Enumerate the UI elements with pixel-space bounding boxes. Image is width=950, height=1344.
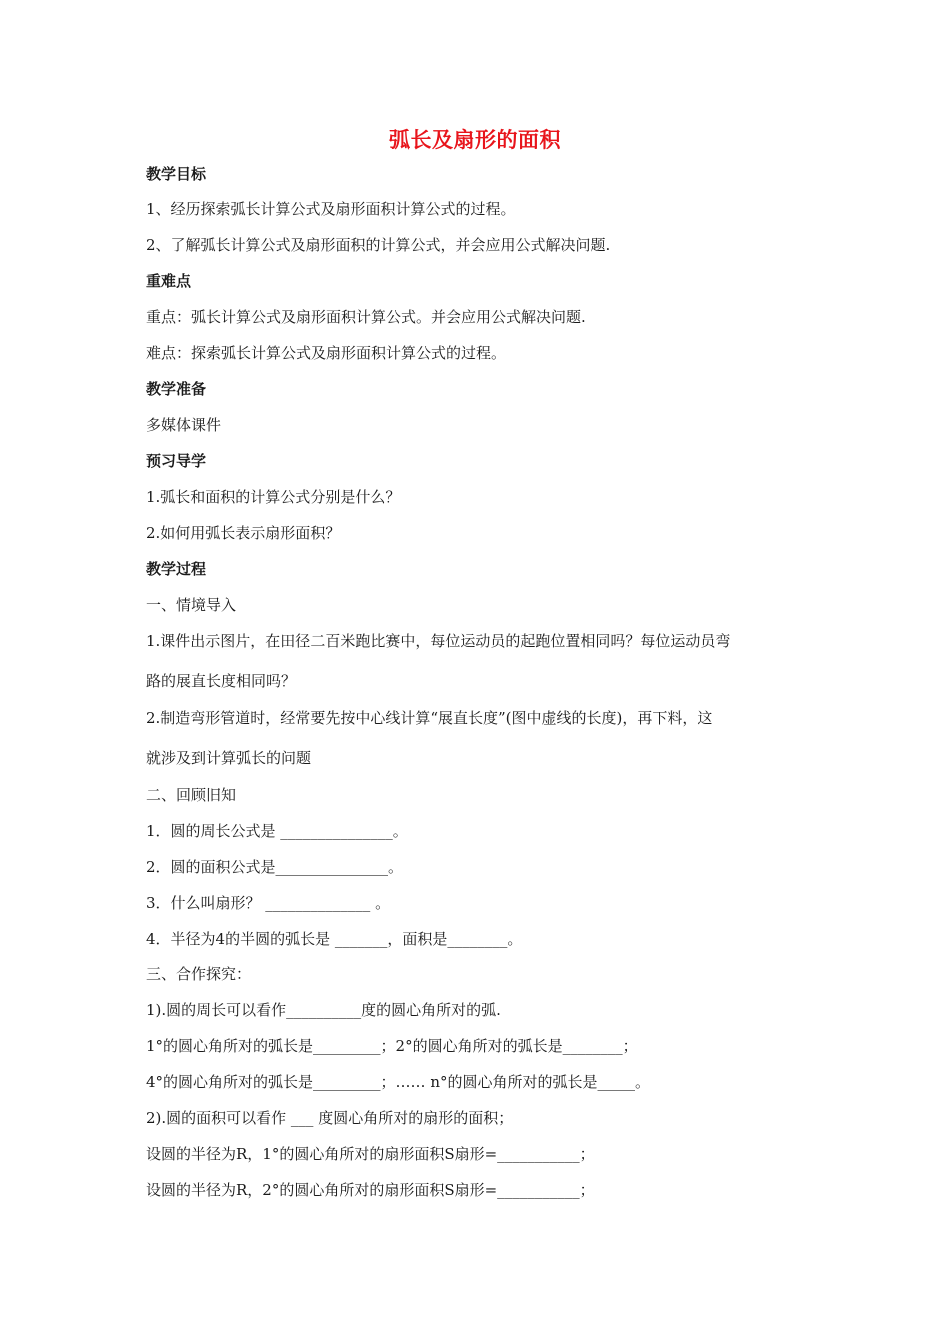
section-heading-preparation: 教学准备 xyxy=(146,380,207,398)
preview-item-2: 2.如何用弧长表示扇形面积？ xyxy=(146,524,341,542)
preview-item-1: 1.弧长和面积的计算公式分别是什么？ xyxy=(146,488,401,506)
process-line: 1.课件出示图片，在田径二百米跑比赛中，每位运动员的起跑位置相同吗？每位运动员弯 xyxy=(146,632,731,650)
section-heading-key-points: 重难点 xyxy=(146,272,192,290)
document-title: 弧长及扇形的面积 xyxy=(389,128,561,152)
review-question-2: 2．圆的面积公式是_______________。 xyxy=(146,858,404,876)
process-line: 一、情境导入 xyxy=(146,596,237,614)
explore-line: 设圆的半径为R，2°的圆心角所对的扇形面积S扇形=___________； xyxy=(146,1181,595,1199)
process-line: 就涉及到计算弧长的问题 xyxy=(146,749,312,767)
section-heading-process: 教学过程 xyxy=(146,560,207,578)
process-line: 二、回顾旧知 xyxy=(146,786,237,804)
key-point-item-1: 重点：弧长计算公式及扇形面积计算公式。并会应用公式解决问题. xyxy=(146,308,586,326)
key-point-item-2: 难点：探索弧长计算公式及扇形面积计算公式的过程。 xyxy=(146,344,507,362)
explore-line: 4°的圆心角所对的弧长是_________；…… n°的圆心角所对的弧长是_____。 xyxy=(146,1073,650,1091)
process-line: 三、合作探究： xyxy=(146,965,252,983)
goal-item-1: 1、经历探索弧长计算公式及扇形面积计算公式的过程。 xyxy=(146,200,516,218)
explore-line: 2).圆的面积可以看作 ___ 度圆心角所对的扇形的面积； xyxy=(146,1109,514,1127)
process-line: 2.制造弯形管道时，经常要先按中心线计算“展直长度”(图中虚线的长度)，再下料，这 xyxy=(146,709,713,727)
explore-line: 设圆的半径为R，1°的圆心角所对的扇形面积S扇形=___________； xyxy=(146,1145,595,1163)
preparation-item-1: 多媒体课件 xyxy=(146,416,222,434)
review-question-4: 4．半径为4的半圆的弧长是 _______，面积是________。 xyxy=(146,930,523,948)
section-heading-goals: 教学目标 xyxy=(146,165,207,183)
process-line: 路的展直长度相同吗？ xyxy=(146,672,297,690)
goal-item-2: 2、了解弧长计算公式及扇形面积的计算公式，并会应用公式解决问题. xyxy=(146,236,611,254)
section-heading-preview: 预习导学 xyxy=(146,452,207,470)
review-question-1: 1．圆的周长公式是 _______________。 xyxy=(146,822,408,840)
explore-line: 1°的圆心角所对的弧长是_________；2°的圆心角所对的弧长是________； xyxy=(146,1037,638,1055)
explore-line: 1).圆的周长可以看作__________度的圆心角所对的弧. xyxy=(146,1001,501,1019)
review-question-3: 3．什么叫扇形？ ______________ 。 xyxy=(146,894,391,912)
